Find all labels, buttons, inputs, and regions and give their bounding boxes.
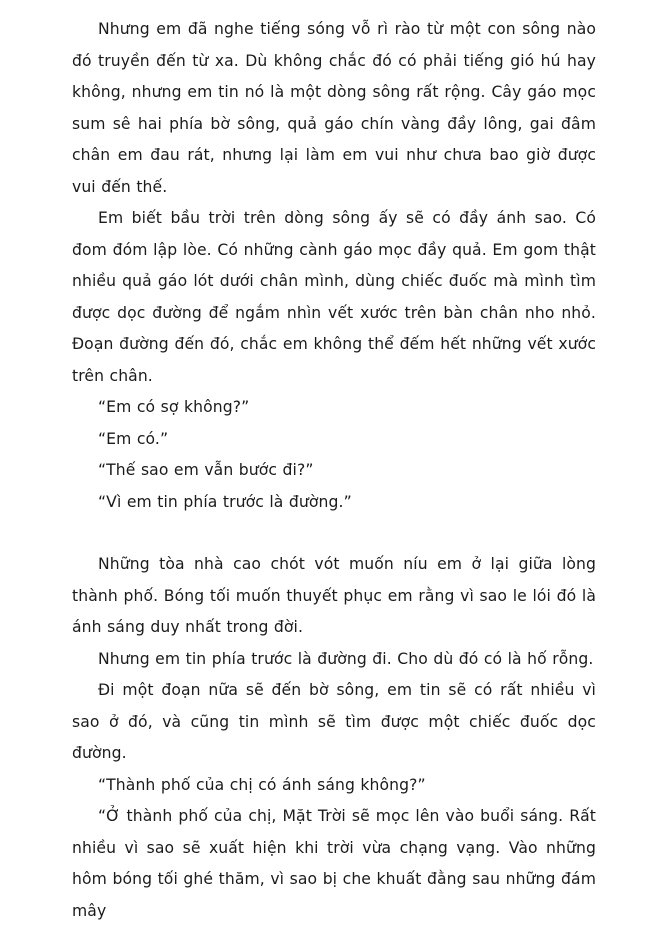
dialogue-line: “Ở thành phố của chị, Mặt Trời sẽ mọc lên vào buổi sáng. Rất nhiều vì sao sẽ xuất hiện khi trời vừa chạng vạng. Vào những hôm bóng tối ghé thăm, vì sao bị che khuất đằng sau những đám mây (72, 807, 596, 920)
dialogue-line: “Thế sao em vẫn bước đi?” (98, 461, 314, 479)
paragraph: Nhưng em đã nghe tiếng sóng vỗ rì rào từ một con sông nào đó truyền đến từ xa. Dù không chắc đó có phải tiếng gió hú hay không, nhưng em tin nó là một dòng sông rất rộng. Cây gáo mọc sum sê hai phía bờ sông, quả gáo chín vàng đầy lông, gai đâm chân em đau rát, nhưng lại làm em vui như chưa bao giờ được vui đến thế. (72, 20, 596, 196)
paragraph-break (72, 518, 596, 549)
dialogue-line: “Vì em tin phía trước là đường.” (98, 492, 352, 511)
dialogue-line: “Thành phố của chị có ánh sáng không?” (98, 775, 426, 794)
dialogue-line: “Em có sợ không?” (98, 398, 250, 416)
paragraph: Đi một đoạn nữa sẽ đến bờ sông, em tin sẽ có rất nhiều vì sao ở đó, và cũng tin mình sẽ tìm được một chiếc đuốc dọc đường. (72, 681, 596, 762)
page-body (72, 14, 596, 927)
paragraph: Những tòa nhà cao chót vót muốn níu em ở lại giữa lòng thành phố. Bóng tối muốn thuyết phục em rằng vì sao le lói đó là ánh sáng duy nhất trong đời. (72, 555, 596, 636)
paragraph: Nhưng em tin phía trước là đường đi. Cho dù đó có là hố rỗng. (98, 649, 594, 668)
paragraph: Em biết bầu trời trên dòng sông ấy sẽ có đầy ánh sao. Có đom đóm lập lòe. Có những cành gáo mọc đầy quả. Em gom thật nhiều quả gáo lót dưới chân mình, dùng chiếc đuốc mà mình tìm được dọc đường để ngắm nhìn vết xước trên bàn chân nho nhỏ. Đoạn đường đến đó, chắc em không thể đếm hết những vết xước trên chân. (72, 209, 596, 385)
dialogue-line: “Em có.” (98, 429, 169, 448)
